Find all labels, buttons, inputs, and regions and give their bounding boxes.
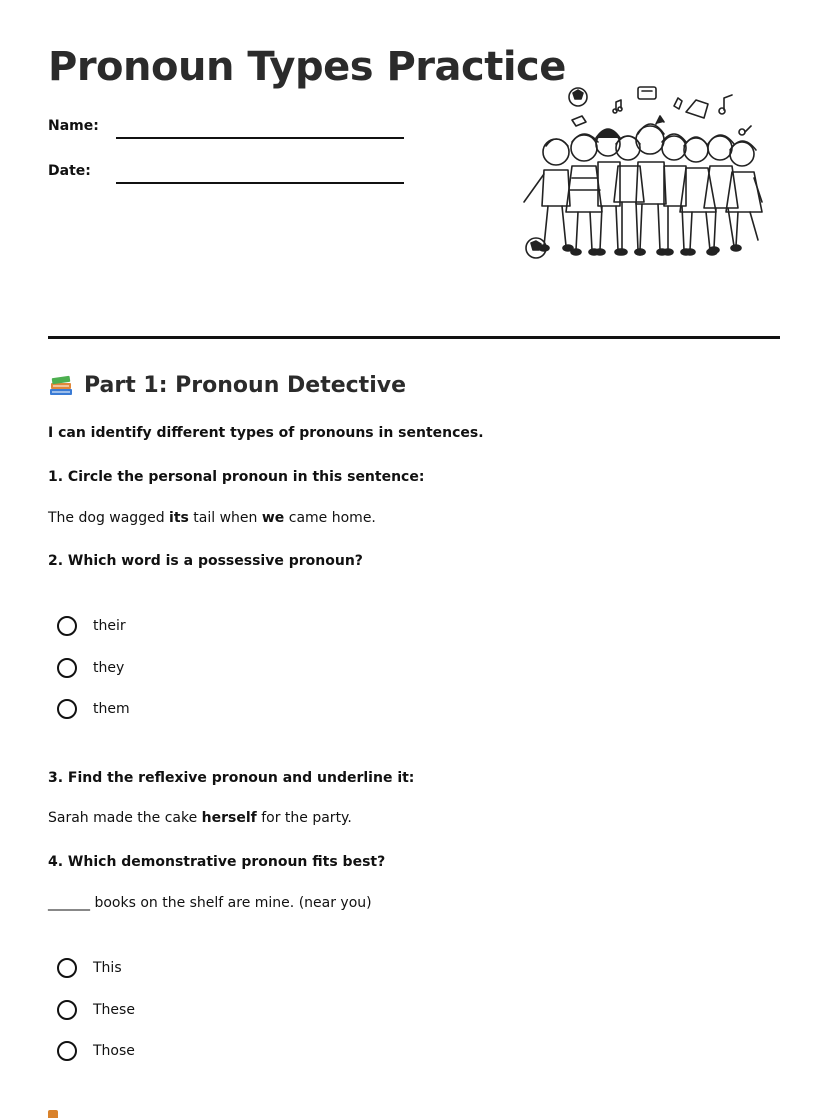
question-1-prompt: 1. Circle the personal pronoun in this sentence: bbox=[48, 469, 425, 485]
q1-text-b: tail when bbox=[188, 510, 262, 526]
question-1-sentence bbox=[48, 510, 376, 526]
part1-heading bbox=[48, 372, 406, 398]
question-4-sentence: ______ books on the shelf are mine. (near you) bbox=[48, 895, 372, 911]
date-label: Date: bbox=[48, 163, 91, 179]
radio-button[interactable] bbox=[57, 1000, 77, 1020]
q1-word-its[interactable]: its bbox=[169, 510, 189, 526]
question-3-sentence bbox=[48, 810, 352, 826]
radio-button[interactable] bbox=[57, 658, 77, 678]
date-field[interactable] bbox=[116, 182, 404, 184]
part1-heading-text: Part 1: Pronoun Detective bbox=[84, 372, 406, 398]
question-2-prompt: 2. Which word is a possessive pronoun? bbox=[48, 553, 363, 569]
option-label: their bbox=[93, 618, 126, 634]
q4-option-this[interactable] bbox=[57, 958, 122, 978]
q1-text-a: The dog wagged bbox=[48, 510, 170, 526]
next-section-icon bbox=[48, 1110, 58, 1118]
radio-button[interactable] bbox=[57, 616, 77, 636]
q3-text-a: Sarah made the cake bbox=[48, 810, 202, 826]
radio-button[interactable] bbox=[57, 958, 77, 978]
radio-button[interactable] bbox=[57, 1041, 77, 1061]
q3-word-herself[interactable]: herself bbox=[201, 810, 257, 826]
q3-text-b: for the party. bbox=[256, 810, 352, 826]
q2-option-them[interactable] bbox=[57, 699, 130, 719]
option-label: they bbox=[93, 660, 125, 676]
option-label: them bbox=[93, 701, 130, 717]
books-icon bbox=[48, 372, 74, 398]
name-label: Name: bbox=[48, 118, 99, 134]
q1-text-c: came home. bbox=[284, 510, 376, 526]
section-divider bbox=[48, 336, 780, 339]
option-label: These bbox=[93, 1002, 135, 1018]
radio-button[interactable] bbox=[57, 699, 77, 719]
q2-option-their[interactable] bbox=[57, 616, 126, 636]
worksheet-title: Pronoun Types Practice bbox=[48, 44, 566, 90]
question-4-prompt: 4. Which demonstrative pronoun fits best? bbox=[48, 854, 386, 870]
q4-option-these[interactable] bbox=[57, 1000, 135, 1020]
q2-option-they[interactable] bbox=[57, 658, 124, 678]
learning-objective: I can identify different types of pronouns in sentences. bbox=[48, 425, 484, 441]
q1-word-we[interactable]: we bbox=[261, 510, 285, 526]
children-illustration bbox=[516, 82, 766, 268]
name-field[interactable] bbox=[116, 137, 404, 139]
question-3-prompt: 3. Find the reflexive pronoun and underline it: bbox=[48, 770, 415, 786]
option-label: This bbox=[93, 960, 122, 976]
option-label: Those bbox=[93, 1043, 135, 1059]
q4-option-those[interactable] bbox=[57, 1041, 135, 1061]
